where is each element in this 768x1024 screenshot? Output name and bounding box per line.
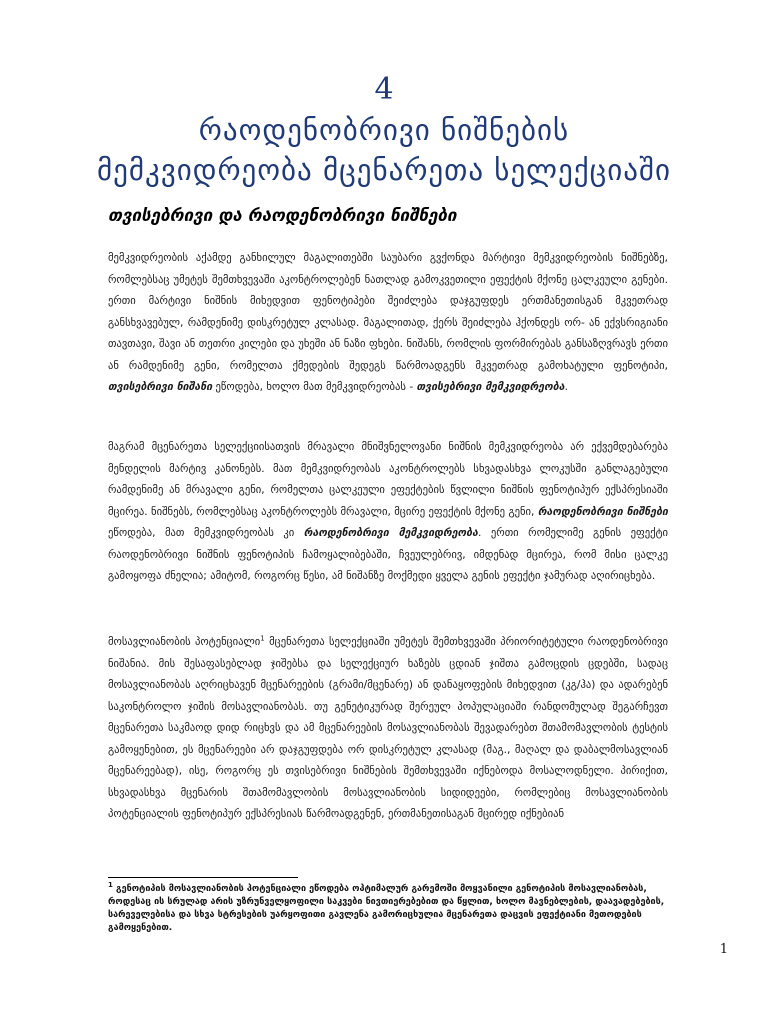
chapter-title [0, 110, 768, 190]
chapter-title-line-2: მემკვიდრეობა მცენარეთა სელექციაში [97, 153, 671, 187]
section-heading: თვისებრივი და რაოდენობრივი ნიშნები [108, 206, 457, 226]
paragraph-3-text-b: მცენარეთა სელექციაში უმეტეს შემთხვევაში პრიორიტეტული რაოდენობრივი ნიშანია. მის შესაფასებლად ჯიშებსა და სელექციურ ხაზებს ცდიან ჯიშთა გამოცდის ცდებში, სადაც მოსავლიანობას აღრიცხავენ მცენარეების (გრამი/მცენარე) ან დანაყოფების მიხედვით (კგ/ჰა) და ადარებენ საკონტროლო ჯიშის მოსავლიანობას. თუ გენეტიკურად შერეულ პოპულაციაში რანდომულად შეგარჩევთ მცენარეთა საკმაოდ დიდ რიცხვს და ამ მცენარეების მოსავლიანობას შევადარებთ შთამომავლობის ტესტის გამოყენებით, ეს მცენარეები არ დაჯგუფდება ორ დისკრეტულ კლასად (მაგ., მაღალ და დაბალმოსავლიან მცენარეებად), ისე, როგორც ეს თვისებრივი ნიშნების შემთხვევაში იქნებოდა მოსალოდნელი. პირიქით, სხვადასხვა მცენარის შთამომავლობის მოსავლიანობის სიდიდეები, რომლებიც მოსავლიანობის პოტენციალის ფენოტიპურ ექსპრესიას წარმოადგენენ, ერთმანეთისაგან მცირედ იქნებიან [108, 636, 669, 820]
page-number: 1 [719, 942, 728, 957]
paragraph-2-text-b: ეწოდება, მათ მემკვიდრეობას კი [108, 527, 304, 539]
paragraph-1 [108, 248, 668, 399]
paragraph-2 [108, 437, 668, 588]
paragraph-2-text-c: . ერთი რომელიმე გენის ეფექტი რაოდენობრივი ნიშნის ფენოტიპის ჩამოყალიბებაში, ჩვეულებრივ, იმდენად მცირეა, რომ მისი ცალკე გამოყოფა ძნელია; ამიტომ, როგორც წესი, ამ ნიშანზე მოქმედი ყველა გენის ეფექტი ჯამურად აღირიცხება. [108, 527, 668, 582]
paragraph-2-text-a: მაგრამ მცენარეთა სელექციისათვის მრავალი მნიშვნელოვანი ნიშნის მემკვიდრეობა არ ექვემდებარება მენდელის მარტივ კანონებს. მათ მემკვიდრეობას აკონტროლებს სხვადასხვა ლოკუსში განლაგებული რამდენიმე ან მრავალი გენი, რომელთა ცალკეული ეფექტების წვლილი ნიშნის ფენოტიპურ ექსპრესიაში მცირეა. ნიშნებს, რომლებსაც აკონტროლებს მრავალი, მცირე ეფექტის მქონე გენი, [108, 441, 668, 518]
term-qualitative-inheritance: თვისებრივი მემკვიდრეობა [416, 381, 565, 393]
footnote [108, 883, 668, 935]
chapter-number: 4 [374, 72, 394, 107]
footnote-marker: 1 [108, 881, 113, 889]
chapter-title-line-1: რაოდენობრივი ნიშნების [198, 113, 570, 147]
footnote-text: გენოტიპის მოსავლიანობის პოტენციალი ეწოდება ოპტიმალურ გარემოში მოყვანილი გენოტიპის მოსავლიანობას, როდესაც ის სრულად არის უზრუნველყოფილი საკვები ნივთიერებებით და წყლით, ხოლო მავნებლების, დაავადებების, სარეველებისა და სხვა სტრესების უარყოფითი გავლენა გამორიცხულია მცენარეთა დაცვის ეფექტიანი მეთოდების გამოყენებით. [108, 884, 665, 933]
footnote-divider [108, 877, 298, 878]
paragraph-3 [108, 632, 668, 826]
paragraph-1-text-c: . [564, 381, 568, 393]
term-quantitative-traits: რაოდენობრივი ნიშნები [537, 505, 669, 518]
footnote-reference[interactable]: 1 [260, 634, 265, 643]
term-quantitative-inheritance: რაოდენობრივი მემკვიდრეობა [303, 527, 479, 539]
paragraph-1-text-b: ეწოდება, ხოლო მათ მემკვიდრეობას - [212, 381, 417, 393]
paragraph-3-text-a: მოსავლიანობის პოტენციალი [108, 636, 261, 648]
term-qualitative-trait: თვისებრივი ნიშანი [108, 381, 213, 393]
paragraph-1-text-a: მემკვიდრეობის აქამდე განხილულ მაგალითებში საუბარი გვქონდა მარტივი მემკვიდრეობის ნიშნებზე, რომლებსაც უმეტეს შემთხვევაში აკონტროლებენ ნათლად გამოკვეთილი ეფექტის მქონე ცალკეული გენები. ერთი მარტივი ნიშნის მიხედვით ფენოტიპები შეიძლება დაჯგუფდეს ერთმანეთისგან მკვეთრად განსხვავებულ, რამდენიმე დისკრეტულ კლასად. მაგალითად, ქერს შეიძლება ჰქონდეს ორ- ან ექვსრიგიანი თავთავი, შავი ან თეთრი კილები და უხეში ან ნაზი ფხები. ნიშანს, რომლის ფორმირებას განსაზღვრავს ერთი ან რამდენიმე გენი, რომელთა ქმედების შედეგს წარმოადგენს მკვეთრად გამოხატული ფენოტიპი, [108, 252, 668, 372]
